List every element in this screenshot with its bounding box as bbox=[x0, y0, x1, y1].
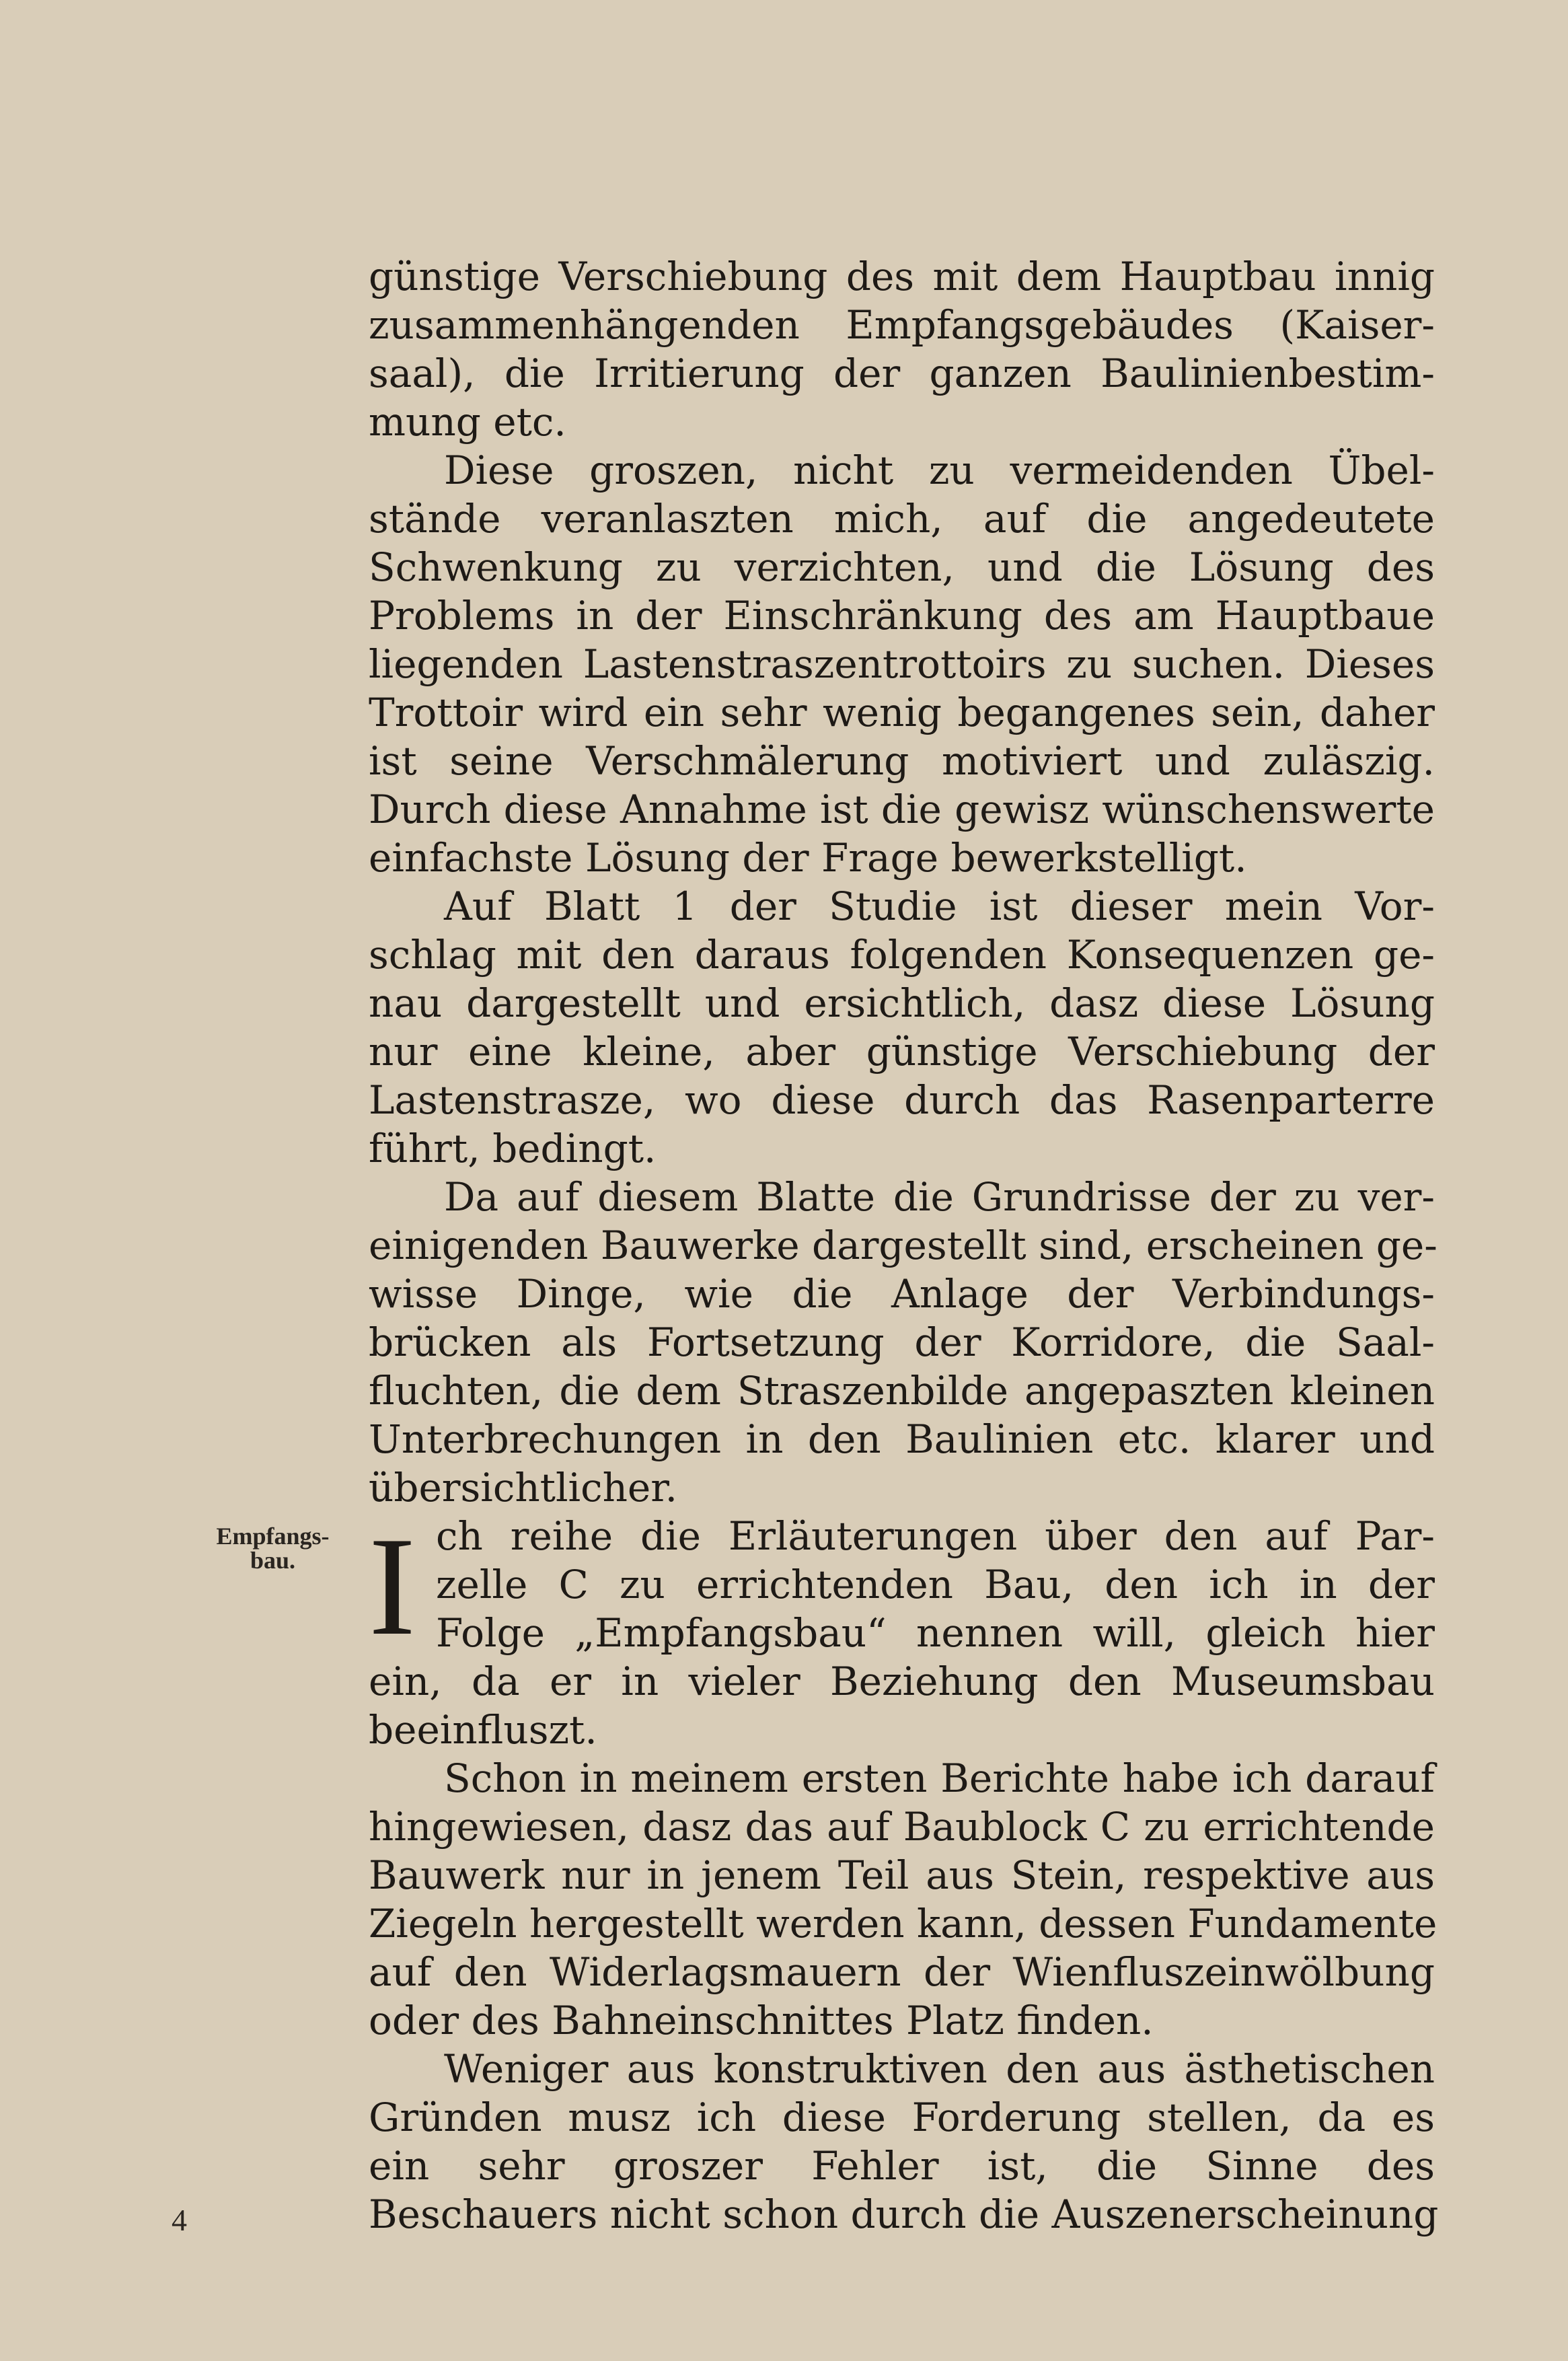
text-line: Unterbrechungen in den Baulinien etc. klarer und bbox=[369, 1416, 1435, 1462]
text-line: nur eine kleine, aber günstige Verschiebung der bbox=[369, 1029, 1435, 1075]
text-line: Problems in der Einschränkung des am Hauptbaue bbox=[369, 593, 1435, 639]
margin-note bbox=[190, 1524, 355, 1572]
text-line: Auf Blatt 1 der Studie ist dieser mein Vor- bbox=[444, 883, 1435, 929]
dropcap-paragraph bbox=[369, 1509, 1435, 1665]
text-line: Da auf diesem Blatte die Grundrisse der zu ver- bbox=[444, 1174, 1435, 1220]
text-line: Folge „Empfangsbau“ nennen will, gleich hier bbox=[436, 1610, 1435, 1656]
text-line: Durch diese Annahme ist die gewisz wünschenswerte bbox=[369, 787, 1435, 832]
margin-note-line: Empfangs- bbox=[216, 1523, 330, 1550]
text-line: Weniger aus konstruktiven den aus ästhetischen bbox=[444, 2046, 1435, 2092]
text-line: Bauwerk nur in jenem Teil aus Stein, respektive aus bbox=[369, 1852, 1435, 1898]
text-line: nau dargestellt und ersichtlich, dasz diese Lösung bbox=[369, 980, 1435, 1026]
text-line: Trottoir wird ein sehr wenig begangenes sein, daher bbox=[369, 690, 1435, 735]
text-line: günstige Verschiebung des mit dem Hauptbau innig bbox=[369, 254, 1435, 299]
text-line: Lastenstrasze, wo diese durch das Rasenparterre bbox=[369, 1077, 1435, 1123]
text-line: ch reihe die Erläuterungen über den auf Par- bbox=[436, 1513, 1435, 1559]
text-line: brücken als Fortsetzung der Korridore, die Saal- bbox=[369, 1319, 1435, 1365]
text-line: saal), die Irritierung der ganzen Baulinienbestim- bbox=[369, 351, 1435, 396]
text-line: Ziegeln hergestellt werden kann, dessen Fundamente bbox=[369, 1901, 1438, 1947]
text-line: ein, da er in vieler Beziehung den Museumsbau bbox=[369, 1659, 1435, 1704]
text-line: ist seine Verschmälerung motiviert und zuläszig. bbox=[369, 738, 1435, 784]
text-line: auf den Widerlagsmauern der Wienfluszeinwölbung bbox=[369, 1949, 1435, 1995]
text-line: oder des Bahneinschnittes Platz finden. bbox=[369, 1998, 1154, 2043]
text-line: zusammenhängenden Empfangsgebäudes (Kaiser- bbox=[369, 302, 1435, 348]
text-line: schlag mit den daraus folgenden Konsequenzen ge- bbox=[369, 932, 1435, 978]
page-number: 4 bbox=[172, 2203, 187, 2237]
text-line: fluchten, die dem Straszenbilde angepaszten kleinen bbox=[369, 1368, 1435, 1414]
text-line: wisse Dinge, wie die Anlage der Verbindungs- bbox=[369, 1271, 1435, 1317]
text-line: einigenden Bauwerke dargestellt sind, erscheinen ge- bbox=[369, 1223, 1438, 1268]
text-line: stände veranlaszten mich, auf die angedeutete bbox=[369, 496, 1435, 542]
text-line: beeinfluszt. bbox=[369, 1707, 597, 1753]
text-line: hingewiesen, dasz das auf Baublock C zu errichtende bbox=[369, 1804, 1435, 1850]
text-line: mung etc. bbox=[369, 399, 566, 445]
text-line: einfachste Lösung der Frage bewerkstelligt. bbox=[369, 835, 1247, 881]
text-line: führt, bedingt. bbox=[369, 1126, 657, 1171]
text-line: Schon in meinem ersten Berichte habe ich darauf bbox=[444, 1755, 1435, 1801]
margin-note-line: bau. bbox=[250, 1547, 296, 1574]
drop-cap: I bbox=[369, 1509, 416, 1665]
text-line: ein sehr groszer Fehler ist, die Sinne des bbox=[369, 2143, 1435, 2189]
text-line: zelle C zu errichtenden Bau, den ich in der bbox=[436, 1562, 1435, 1607]
body-text bbox=[369, 252, 1439, 2239]
text-line: Schwenkung zu verzichten, und die Lösung des bbox=[369, 544, 1435, 590]
text-line: übersichtlicher. bbox=[369, 1465, 678, 1511]
text-line: liegenden Lastenstraszentrottoirs zu suchen. Dieses bbox=[369, 641, 1435, 687]
text-line: Diese groszen, nicht zu vermeidenden Übel- bbox=[444, 447, 1435, 493]
text-line: Beschauers nicht schon durch die Auszenerscheinung bbox=[369, 2191, 1439, 2237]
text-line: Gründen musz ich diese Forderung stellen, da es bbox=[369, 2095, 1435, 2140]
